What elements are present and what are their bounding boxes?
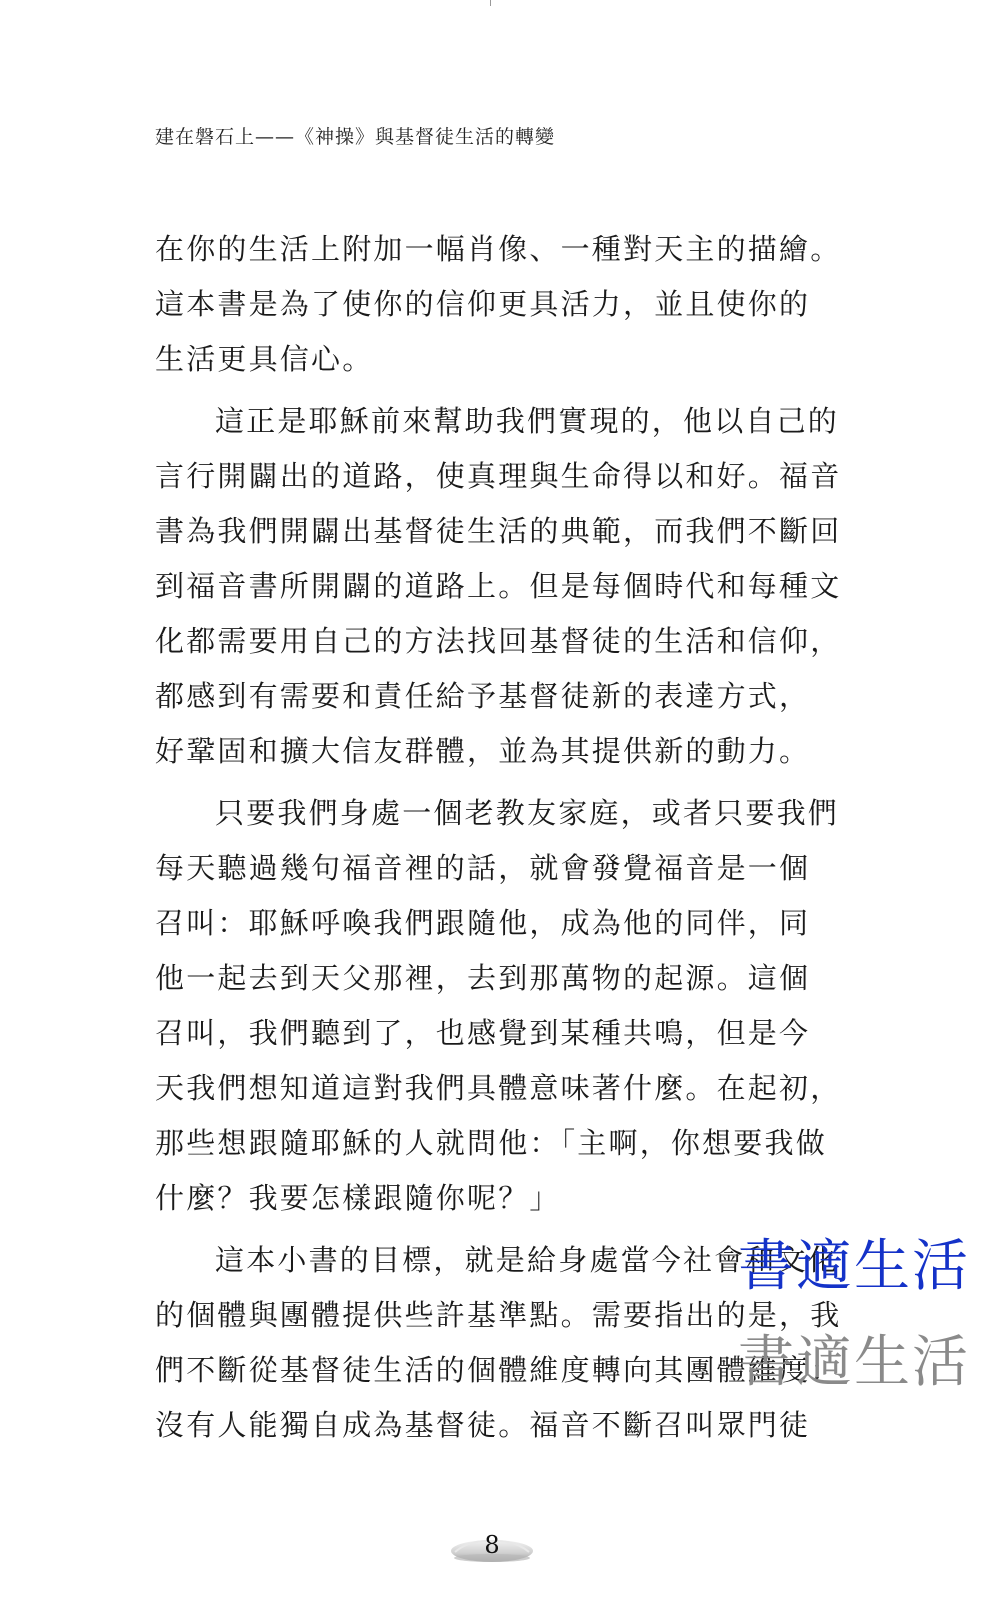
text-line: 每天聽過幾句福音裡的話，就會發覺福音是一個 — [155, 851, 811, 885]
text-line: 召叫，我們聽到了，也感覺到某種共鳴，但是今 — [155, 1016, 811, 1050]
text-line: 的個體與團體提供些許基準點。需要指出的是，我 — [155, 1298, 842, 1332]
paragraph-3 — [155, 786, 842, 1226]
text-line: 到福音書所開闢的道路上。但是每個時代和每種文 — [155, 569, 842, 603]
text-line: 生活更具信心。 — [155, 342, 374, 376]
paragraph-2 — [155, 394, 842, 779]
paragraph-4 — [155, 1233, 842, 1453]
page-number-badge — [449, 1530, 535, 1564]
watermark-gray: 書適生活 — [738, 1330, 970, 1395]
text-line: 他一起去到天父那裡，去到那萬物的起源。這個 — [155, 961, 811, 995]
text-line: 天我們想知道這對我們具體意味著什麼。在起初， — [155, 1071, 842, 1105]
text-line: 什麼？我要怎樣跟隨你呢？」 — [155, 1181, 561, 1215]
text-line: 化都需要用自己的方法找回基督徒的生活和信仰， — [155, 624, 842, 658]
text-line: 書為我們開闢出基督徒生活的典範，而我們不斷回 — [155, 514, 842, 548]
text-line: 言行開闢出的道路，使真理與生命得以和好。福音 — [155, 459, 842, 493]
text-line: 在你的生活上附加一幅肖像、一種對天主的描繪。 — [155, 232, 842, 266]
text-line: 都感到有需要和責任給予基督徒新的表達方式， — [155, 679, 811, 713]
text-line: 沒有人能獨自成為基督徒。福音不斷召叫眾門徒 — [155, 1408, 811, 1442]
text-line: 召叫：耶穌呼喚我們跟隨他，成為他的同伴，同 — [155, 906, 811, 940]
watermark-blue: 書適生活 — [738, 1234, 970, 1299]
body-text — [155, 222, 842, 1460]
crop-mark — [490, 0, 491, 6]
text-line: 那些想跟隨耶穌的人就問他：「主啊，你想要我做 — [155, 1126, 827, 1160]
text-line: 只要我們身處一個老教友家庭，或者只要我們 — [215, 796, 840, 830]
page-number: 8 — [484, 1531, 500, 1559]
text-line: 這本書是為了使你的信仰更具活力，並且使你的 — [155, 287, 811, 321]
text-line: 這本小書的目標，就是給身處當今社會和文化 — [215, 1243, 840, 1277]
running-header: 建在磐石上——《神操》與基督徒生活的轉變 — [155, 126, 556, 148]
text-line: 好鞏固和擴大信友群體，並為其提供新的動力。 — [155, 734, 811, 768]
text-line: 這正是耶穌前來幫助我們實現的，他以自己的 — [215, 404, 840, 438]
paragraph-1 — [155, 222, 842, 387]
text-line: 們不斷從基督徒生活的個體維度轉向其團體維度： — [155, 1353, 842, 1387]
